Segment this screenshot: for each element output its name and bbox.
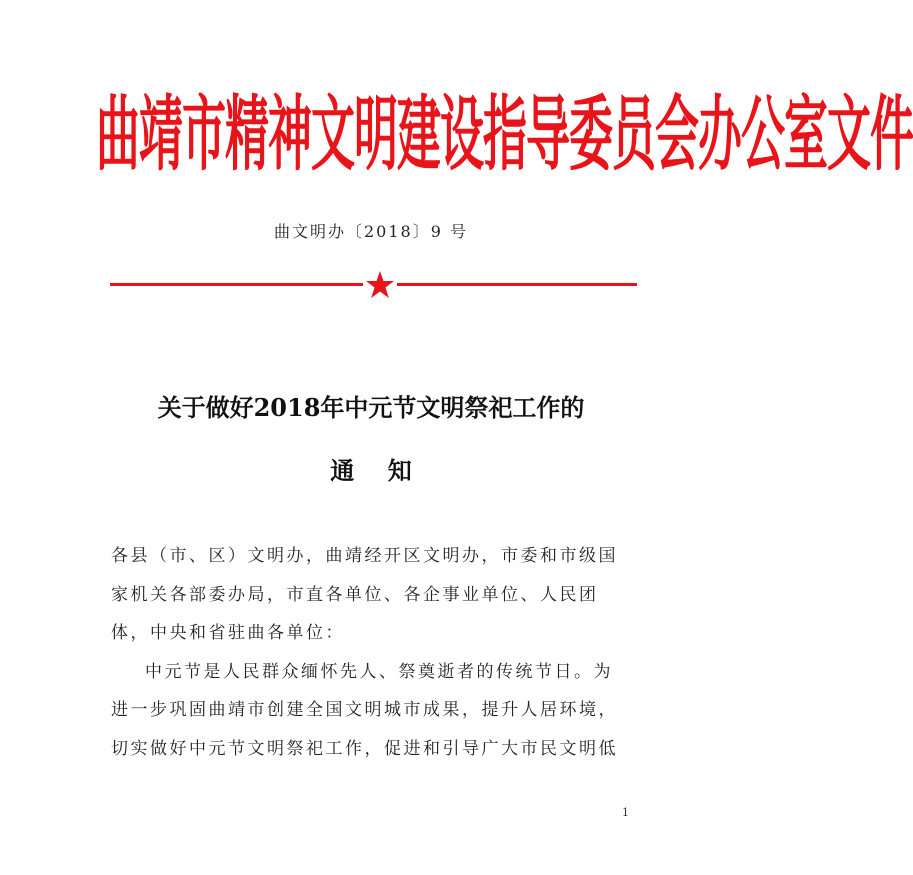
document-number: 曲文明办〔2018〕9 号 xyxy=(274,222,468,241)
page-number: 1 xyxy=(622,806,629,819)
notice-title: 关于做好2018年中元节文明祭祀工作的 xyxy=(157,393,585,422)
body-paragraph: 中元节是人民群众缅怀先人、祭奠逝者的传统节日。为进一步巩固曲靖市创建全国文明城市成果，提升人居环境，切实做好中元节文明祭祀工作，促进和引导广大市民文明低 xyxy=(111,661,618,759)
divider-line-left xyxy=(110,283,363,286)
recipients-paragraph: 各县（市、区）文明办，曲靖经开区文明办，市委和市级国家机关各部委办局，市直各单位、各企事业单位、人民团体，中央和省驻曲各单位： xyxy=(111,546,618,643)
red-divider xyxy=(0,272,742,298)
divider-line-right xyxy=(397,283,637,286)
notice-title-suffix: 通 知 xyxy=(330,456,412,485)
document-header-title: 曲靖市精神文明建设指导委员会办公室文件 xyxy=(96,87,913,183)
document-body xyxy=(111,537,631,768)
star-icon xyxy=(365,270,395,300)
